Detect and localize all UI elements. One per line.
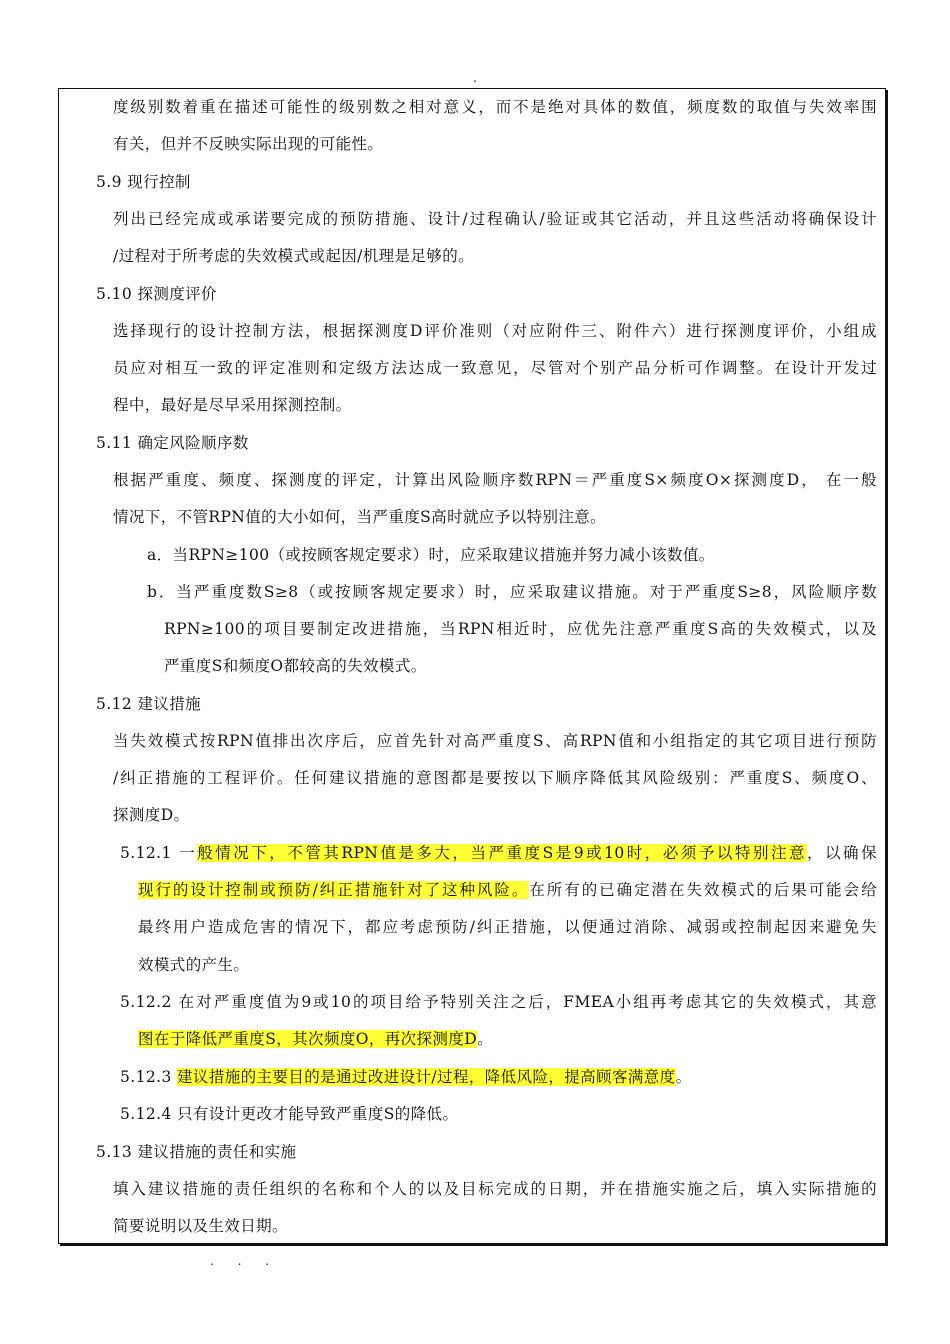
list-item-b-continued: RPN≥100的项目要制定改进措施，当RPN相近时，应优先注意严重度S高的失效模式，以及: [164, 620, 877, 638]
subsection-5-12-1-line: [138, 879, 877, 901]
paragraph-line: /纠正措施的工程评价。任何建议措施的意图都是要按以下顺序降低其风险级别：严重度S、频度O、: [113, 769, 877, 787]
paragraph-line: 根据严重度、频度、探测度的评定，计算出风险顺序数RPN＝严重度S×频度O×探测度D， 在一般: [113, 471, 877, 489]
paragraph-line: 简要说明以及生效日期。: [113, 1217, 288, 1235]
subsection-5-12-4-line: 5.12.4 只有设计更改才能导致严重度S的降低。: [120, 1105, 459, 1123]
text-run: 在所有的已确定潜在失效模式的后果可能会给: [529, 881, 877, 899]
section-heading-5-11: 5.11 确定风险顺序数: [96, 434, 249, 452]
subsection-5-12-1-line: 效模式的产生。: [138, 956, 250, 974]
paragraph-line: 有关，但并不反映实际出现的可能性。: [113, 135, 384, 153]
header-mark: .: [473, 71, 477, 85]
subsection-number: 5.12.1 一: [120, 844, 198, 862]
subsection-number: 5.12.3: [120, 1068, 178, 1086]
subsection-5-12-2-line: [138, 1028, 493, 1050]
text-run: 。: [477, 1030, 493, 1048]
paragraph-line: 程中，最好是尽早采用探测控制。: [113, 396, 352, 414]
paragraph-line: 填入建议措施的责任组织的名称和个人的以及目标完成的日期，并在措施实施之后，填入实际措施的: [113, 1180, 877, 1198]
paragraph-line: 当失效模式按RPN值排出次序后，应首先针对高严重度S、高RPN值和小组指定的其它项目进行预防: [113, 732, 877, 750]
list-item-b: b．当严重度数S≥8（或按顾客规定要求）时，应采取建议措施。对于严重度S≥8，风险顺序数: [147, 583, 877, 601]
paragraph-line: 探测度D。: [113, 806, 190, 824]
section-heading-5-13: 5.13 建议措施的责任和实施: [96, 1143, 297, 1161]
section-heading-5-9: 5.9 现行控制: [96, 173, 191, 191]
text-run: 。: [675, 1068, 692, 1086]
list-item-b-continued: 严重度S和频度O都较高的失效模式。: [164, 657, 427, 675]
paragraph-line: 列出已经完成或承诺要完成的预防措施、设计/过程确认/验证或其它活动，并且这些活动将确保设计: [113, 210, 877, 228]
highlighted-text: 现行的设计控制或预防/纠正措施针对了这种风险。: [138, 881, 530, 899]
subsection-5-12-1-line: 最终用户造成危害的情况下，都应考虑预防/纠正措施，以便通过消除、减弱或控制起因来避免失: [138, 918, 877, 936]
paragraph-line: 员应对相互一致的评定准则和定级方法达成一致意见，尽管对个别产品分析可作调整。在设计开发过: [113, 359, 877, 377]
text-run: ，以确保: [807, 844, 877, 862]
paragraph-line: 情况下，不管RPN值的大小如何，当严重度S高时就应予以特别注意。: [113, 508, 607, 526]
paragraph-line: /过程对于所考虑的失效模式或起因/机理是足够的。: [113, 247, 475, 265]
subsection-5-12-3-line: [120, 1066, 691, 1088]
highlighted-text: 建议措施的主要目的是通过改进设计/过程，降低风险，提高顾客满意度: [177, 1068, 676, 1086]
highlighted-text: 图在于降低严重度S，其次频度O，再次探测度D: [138, 1030, 478, 1048]
paragraph-line: 选择现行的设计控制方法，根据探测度D评价准则（对应附件三、附件六）进行探测度评价，小组成: [113, 322, 877, 340]
section-heading-5-12: 5.12 建议措施: [96, 695, 202, 713]
list-item-a: a．当RPN≥100（或按顾客规定要求）时，应采取建议措施并努力减小该数值。: [147, 546, 715, 564]
subsection-5-12-1-line: [120, 842, 877, 864]
footer-mark: . . .: [210, 1254, 280, 1268]
paragraph-line: 度级别数着重在描述可能性的级别数之相对意义，而不是绝对具体的数值，频度数的取值与失效率围: [113, 98, 877, 116]
highlighted-text: 般情况下，不管其RPN值是多大，当严重度S是9或10时，必须予以特别注意: [197, 844, 808, 862]
subsection-5-12-2-line: 5.12.2 在对严重度值为9或10的项目给予特别关注之后，FMEA小组再考虑其它的失效模式，其意: [120, 993, 877, 1011]
section-heading-5-10: 5.10 探测度评价: [96, 285, 217, 303]
